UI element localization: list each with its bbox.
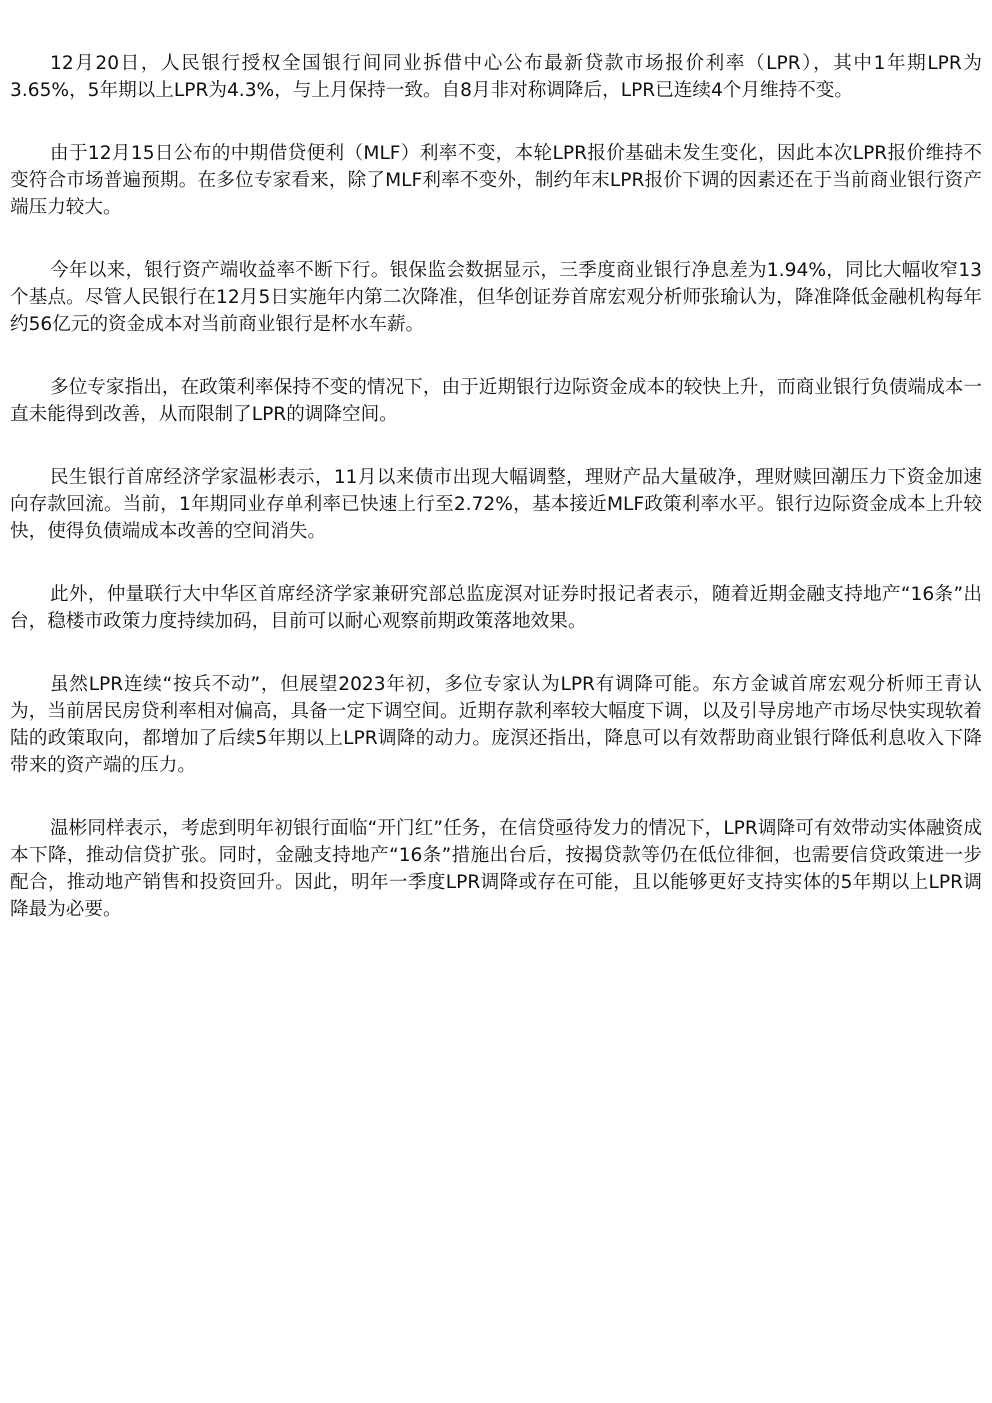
paragraph-3: 今年以来，银行资产端收益率不断下行。银保监会数据显示，三季度商业银行净息差为1.94%，同比大幅收窄13个基点。尽管人民银行在12月5日实施年内第二次降准，但华创证券首席宏观分析师张瑜认为，降准降低金融机构每年约56亿元的资金成本对当前商业银行是杯水车薪。 [10, 260, 982, 335]
paragraph-5: 民生银行首席经济学家温彬表示，11月以来债市出现大幅调整，理财产品大量破净，理财赎回潮压力下资金加速向存款回流。当前，1年期同业存单利率已快速上行至2.72%，基本接近MLF政策利率水平。银行边际资金成本上升较快，使得负债端成本改善的空间消失。 [10, 467, 982, 542]
paragraph-7: 虽然LPR连续“按兵不动”，但展望2023年初，多位专家认为LPR有调降可能。东方金诚首席宏观分析师王青认为，当前居民房贷利率相对偏高，具备一定下调空间。近期存款利率较大幅度下调，以及引导房地产市场尽快实现软着陆的政策取向，都增加了后续5年期以上LPR调降的动力。庞溟还指出，降息可以有效帮助商业银行降低利息收入下降带来的资产端的压力。 [10, 674, 982, 776]
paragraph-1: 12月20日，人民银行授权全国银行间同业拆借中心公布最新贷款市场报价利率（LPR），其中1年期LPR为3.65%，5年期以上LPR为4.3%，与上月保持一致。自8月非对称调降后，LPR已连续4个月维持不变。 [10, 53, 982, 101]
paragraph-4: 多位专家指出，在政策利率保持不变的情况下，由于近期银行边际资金成本的较快上升，而商业银行负债端成本一直未能得到改善，从而限制了LPR的调降空间。 [10, 377, 982, 425]
paragraph-8: 温彬同样表示，考虑到明年初银行面临“开门红”任务，在信贷亟待发力的情况下，LPR调降可有效带动实体融资成本下降，推动信贷扩张。同时，金融支持地产“16条”措施出台后，按揭贷款等仍在低位徘徊，也需要信贷政策进一步配合，推动地产销售和投资回升。因此，明年一季度LPR调降或存在可能，且以能够更好支持实体的5年期以上LPR调降最为必要。 [10, 818, 982, 920]
paragraph-6: 此外，仲量联行大中华区首席经济学家兼研究部总监庞溟对证券时报记者表示，随着近期金融支持地产“16条”出台，稳楼市政策力度持续加码，目前可以耐心观察前期政策落地效果。 [10, 584, 982, 632]
article-body [10, 50, 982, 959]
paragraph-2: 由于12月15日公布的中期借贷便利（MLF）利率不变，本轮LPR报价基础未发生变化，因此本次LPR报价维持不变符合市场普遍预期。在多位专家看来，除了MLF利率不变外，制约年末LPR报价下调的因素还在于当前商业银行资产端压力较大。 [10, 143, 982, 218]
